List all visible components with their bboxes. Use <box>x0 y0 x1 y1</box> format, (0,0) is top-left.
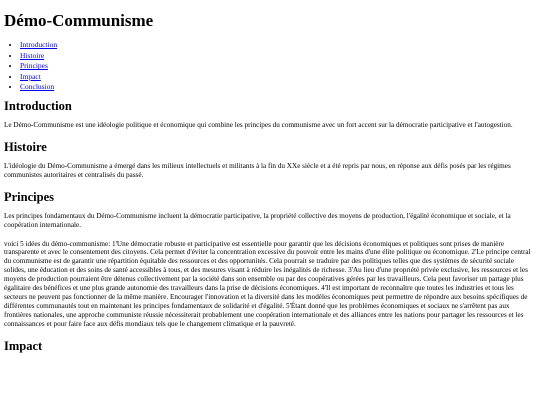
principes-paragraph-2: voici 5 idées du démo-communisme: 1'Une démocratie robuste et participative est essentielle pour garantir que les décisions économiques et politiques sont prises de manière transparente et avec le consentement des citoyens. Cela permet d'éviter la concentration excessive du pouvoir entre les mains d'une élite politique ou économique. 2'Le principe central du communisme est de garantir une répartition équitable des ressources et des opportunités. Cela pourrait se traduire par des politiques telles que des systèmes de sécurité sociale solides, une éducation et des soins de santé accessibles à tous, et des mesures visant à réduire les inégalités de richesse. 3'Au lieu d'une propriété privée exclusive, les ressources et les moyens de production pourraient être détenus collectivement par la société dans son ensemble ou par des coopératives gérées par les travailleurs. Cela peut favoriser un partage plus égalitaire des bénéfices et une plus grande autonomie des travailleurs dans la prise de décisions économiques. 4'Il est important de reconnaître que toutes les industries et tous les secteurs ne peuvent pas fonctionner de la même manière. Encourager l'innovation et la diversité dans les modèles économiques peut permettre de répondre aux besoins spécifiques de différentes communautés tout en maintenant les principes fondamentaux de solidarité et d'égalité. 5'Étant donné que les problèmes économiques et sociaux ne s'arrêtent pas aux frontières nationales, une approche communiste réussie nécessiterait probablement une coopération internationale et des alliances entre les nations pour partager les ressources et les connaissances et pour faire face aux défis mondiaux tels que le changement climatique et la pauvreté. <box>4 239 531 328</box>
section-principes <box>4 190 536 329</box>
introduction-paragraph: Le Démo-Communisme est une idéologie politique et économique qui combine les principes du communisme avec un fort accent sur la démocratie participative et l'autogestion. <box>4 120 513 129</box>
toc-link-impact[interactable]: Impact <box>20 71 41 81</box>
page-title: Démo-Communisme <box>4 11 154 30</box>
toc-item-impact <box>20 72 536 83</box>
toc-link-histoire[interactable]: Histoire <box>20 50 45 60</box>
toc-item-histoire <box>20 51 536 62</box>
section-heading-introduction: Introduction <box>4 98 72 113</box>
section-introduction <box>4 99 536 130</box>
toc-item-principes <box>20 61 536 72</box>
section-impact <box>4 339 536 354</box>
table-of-contents <box>4 40 536 93</box>
histoire-paragraph: L'idéologie du Démo-Communisme a émergé dans les milieux intellectuels et militants à la fin du XXe siècle et a été repris par nous, en réponse aux défis posés par les régimes communistes autoritaires et centralisés du passé. <box>4 161 511 179</box>
principes-paragraph-1: Les principes fondamentaux du Démo-Communisme incluent la démocratie participative, la propriété collective des moyens de production, l'égalité économique et sociale, et la coopération internationale. <box>4 211 511 229</box>
toc-link-principes[interactable]: Principes <box>20 61 48 71</box>
toc-link-introduction[interactable]: Introduction <box>20 40 58 49</box>
toc-item-conclusion <box>20 82 536 93</box>
section-heading-principes: Principes <box>4 189 54 204</box>
toc-item-introduction <box>20 40 536 51</box>
section-heading-impact: Impact <box>4 338 43 353</box>
section-heading-histoire: Histoire <box>4 139 47 154</box>
section-histoire <box>4 140 536 180</box>
toc-link-conclusion[interactable]: Conclusion <box>20 82 55 92</box>
